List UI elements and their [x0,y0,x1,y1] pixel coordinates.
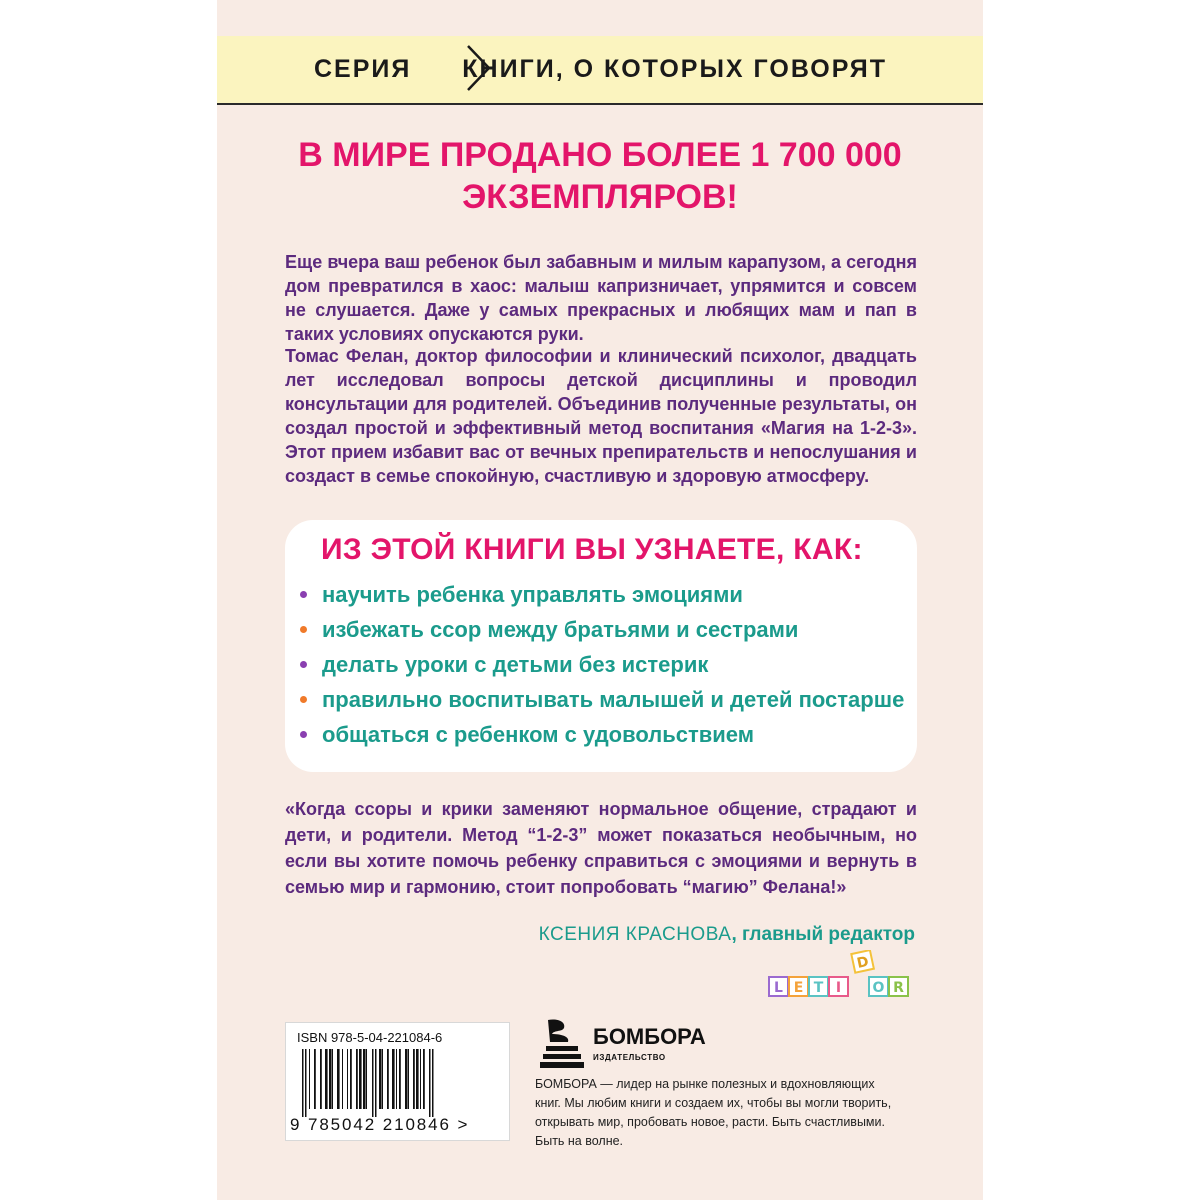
letidor-letter: D [855,953,871,972]
list-item [300,682,904,717]
list-item [300,577,904,612]
letidor-letter: E [793,980,804,996]
attribution-name: КСЕНИЯ КРАСНОВА [538,924,732,945]
bullet-dot [300,696,307,703]
headline [260,134,940,218]
bullet-dot [300,731,307,738]
barcode-box [285,1022,510,1141]
bombora-logo-icon [540,1016,590,1072]
list-item-text: общаться с ребенком с удовольствием [322,722,755,747]
intro-paragraph: Еще вчера ваш ребенок был забавным и милым карапузом, а сегодня дом превратился в хаос: малыш капризничает, упрямится и совсем не слушается. Даже у самых прекрасных и любящих мам и пап в таких условиях опускаются руки. [285,252,917,344]
list-item [300,717,904,752]
publisher-name: БОМБОРА [593,1024,706,1049]
headline-line-1: В МИРЕ ПРОДАНО БОЛЕЕ 1 700 000 [298,136,902,174]
letidor-letter: L [774,980,783,996]
letidor-letter: T [813,980,824,996]
list-item [300,612,904,647]
letidor-letter: R [893,980,904,996]
bullet-dot [300,591,307,598]
publisher-description: БОМБОРА — лидер на рынке полезных и вдохновляющих книг. Мы любим книги и создаем их, чтобы вы могли творить, открывать мир, пробовать новое, расти. Быть счастливыми. Быть на волне. [535,1077,892,1148]
bullet-dot [300,661,307,668]
attribution-role: , главный редактор [731,924,915,945]
author-paragraph: Томас Фелан, доктор философии и клинический психолог, двадцать лет исследовал вопросы детской дисциплины и проводил консультации для родителей. Объединив полученные результаты, он создал простой и эффективный метод воспитания «Магия на 1-2-3». Этот прием избавит вас от вечных препирательств и непослушания и создаст в семье спокойную, счастливую и здоровую атмосферу. [285,346,917,486]
isbn-label: ISBN 978-5-04-221084-6 [297,1030,443,1045]
list-item-text: научить ребенка управлять эмоциями [322,582,743,607]
learn-title: ИЗ ЭТОЙ КНИГИ ВЫ УЗНАЕТЕ, КАК: [321,533,863,566]
learn-list [300,577,904,752]
list-item-text: избежать ссор между братьями и сестрами [322,617,799,642]
letidor-logo [767,950,917,1000]
barcode-icon [300,1049,495,1117]
quote-attribution [539,924,915,946]
list-item-text: делать уроки с детьми без истерик [322,652,709,677]
list-item-text: правильно воспитывать малышей и детей постарше [322,687,905,712]
list-item [300,647,904,682]
series-label: СЕРИЯ [314,55,412,83]
publisher-sub: ИЗДАТЕЛЬСТВО [593,1053,666,1062]
barcode-digits: 9 785042 210846 > [290,1115,470,1134]
bullet-dot [300,626,307,633]
headline-line-2: ЭКЗЕМПЛЯРОВ! [462,178,738,216]
letidor-letter: I [835,980,842,996]
editor-quote: «Когда ссоры и крики заменяют нормальное общение, страдают и дети, и родители. Метод “1-2-3” может показаться необычным, но если вы хотите помочь ребенку справиться с эмоциями и вернуть в семью мир и гармонию, стоит попробовать “магию” Фелана!» [285,799,917,897]
letidor-letter: O [872,980,885,996]
series-name: КНИГИ, О КОТОРЫХ ГОВОРЯТ [462,55,887,83]
